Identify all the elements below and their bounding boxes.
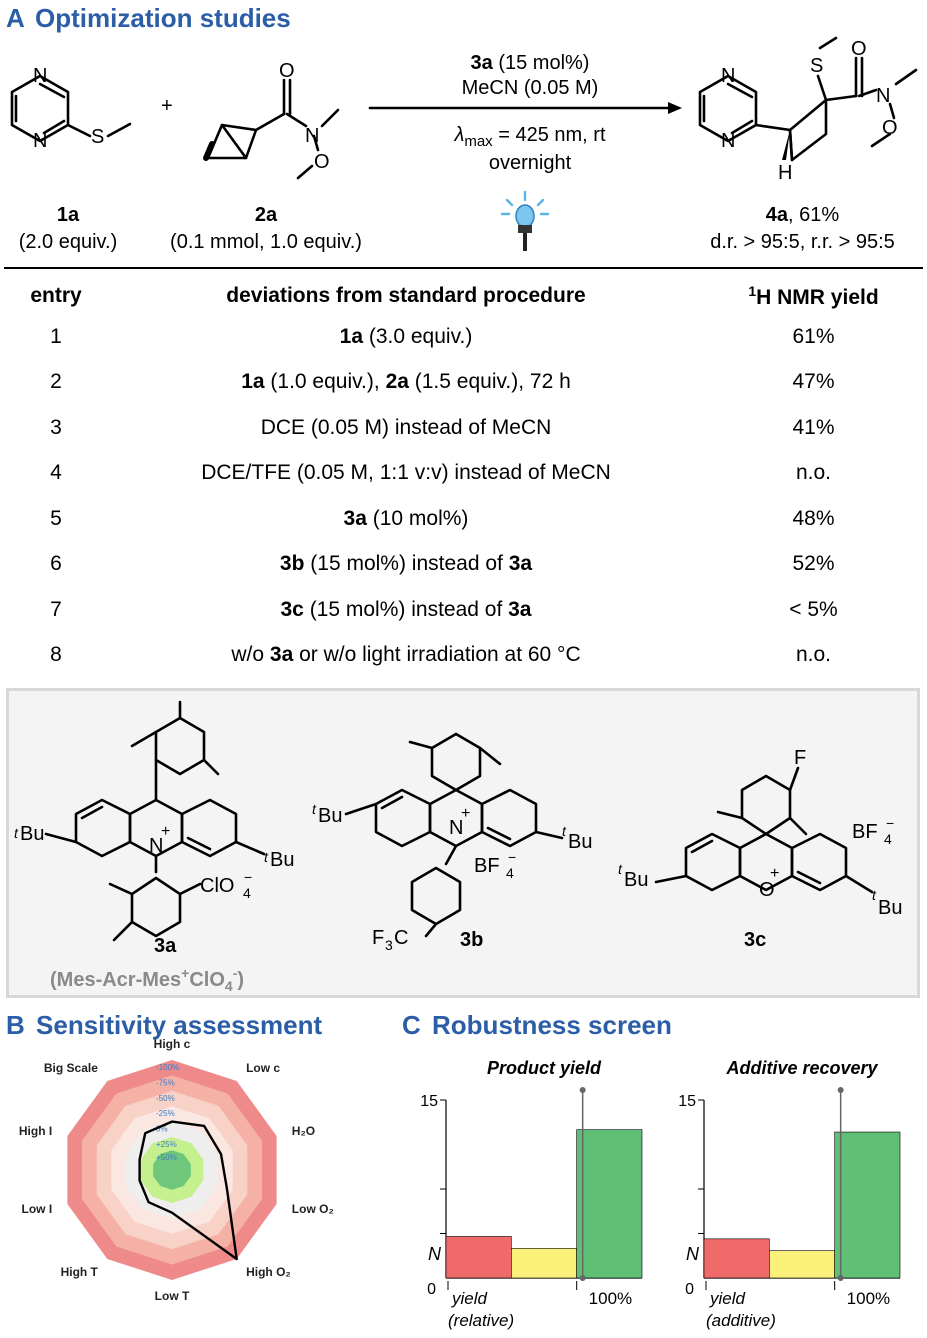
cat3c-tbu2-t: t — [872, 887, 876, 903]
cond-catalyst-loading: (15 mol%) — [498, 52, 590, 74]
x-right-label: 100% — [846, 1289, 891, 1308]
label-2a — [146, 204, 386, 254]
atom-h-4a: H — [778, 162, 793, 184]
label-4a-selectivity: d.r. > 95:5, r.r. > 95:5 — [710, 231, 895, 253]
y-tick-label: 15 — [678, 1093, 696, 1110]
label-1a — [0, 204, 136, 254]
radar-axis-label: Big Scale — [43, 1061, 98, 1076]
table-row — [0, 542, 927, 588]
compound-id: 3b — [279, 552, 305, 576]
table-row — [0, 451, 927, 497]
cat3b-counterion-sup: − — [508, 849, 517, 865]
cat3a-tbu1-t: t — [14, 825, 18, 841]
deviation-text: DCE (0.05 M) instead of MeCN — [260, 415, 552, 439]
atom-o-2a: O — [279, 60, 295, 82]
robustness-chart-title: Product yield — [486, 1058, 602, 1078]
cat3b-counterion: BF — [474, 855, 500, 877]
cell-deviation — [112, 587, 700, 633]
cell-deviation — [112, 360, 700, 406]
x-axis-label: yield — [452, 1289, 487, 1308]
sensitivity-radar-chart — [0, 1037, 380, 1338]
cell-deviation — [112, 314, 700, 360]
cell-deviation — [112, 405, 700, 451]
cat3a-plus: + — [161, 823, 171, 840]
y-zero-label: 0 — [427, 1281, 436, 1298]
radar-ring-label: +50% — [156, 1153, 177, 1163]
optimization-table — [0, 278, 927, 678]
panel-b-letter: B — [6, 1010, 25, 1040]
y-axis-label: N — [686, 1244, 699, 1265]
compound-id: 3c — [280, 597, 304, 621]
cat3a-counterion-sub: 4 — [243, 885, 251, 901]
label-4a — [680, 204, 925, 254]
table-row — [0, 633, 927, 679]
atom-n-2a: N — [305, 125, 320, 147]
header-yield-text: H NMR yield — [756, 285, 879, 309]
compound-id: 3a — [269, 643, 294, 667]
y-zero-label: 0 — [685, 1281, 694, 1298]
conditions-above-arrow — [380, 52, 680, 100]
cell-yield: < 5% — [789, 597, 838, 621]
label-2a-amount: (0.1 mmol, 1.0 equiv.) — [170, 231, 362, 253]
table-row — [0, 587, 927, 633]
atom-n-1a-top: N — [33, 65, 48, 87]
cat3c-f: F — [794, 747, 807, 769]
compound-id: 3a — [343, 506, 367, 530]
cat3c-id: 3c — [744, 929, 767, 951]
radar-ring-label: 0% — [156, 1124, 168, 1134]
robustness-chart-1 — [420, 1058, 642, 1330]
header-deviation: deviations from standard procedure — [226, 284, 586, 307]
radar-axis-label: High T — [60, 1264, 98, 1279]
table-body — [0, 314, 927, 678]
label-2a-id: 2a — [254, 204, 278, 226]
blue-led-icon — [502, 192, 548, 251]
cat3c-counterion: BF — [852, 821, 878, 843]
structure-3c — [656, 768, 872, 892]
table-row — [0, 360, 927, 406]
cond-lambda-sub: max — [464, 133, 493, 150]
atom-s-4a: S — [810, 55, 824, 77]
cat3b-tbu1-t: t — [312, 801, 316, 817]
cat3b-tbu2: Bu — [568, 831, 593, 853]
cat3c-tbu2: Bu — [878, 897, 903, 919]
panel-a-letter: A — [6, 3, 24, 33]
robustness-charts — [400, 1050, 920, 1338]
atom-o2-2a: O — [314, 151, 330, 173]
radar-ring-label: +25% — [156, 1140, 177, 1149]
label-1a-id: 1a — [56, 204, 80, 226]
compound-id: 3a — [508, 597, 532, 621]
cat3a-tbu1: Bu — [20, 823, 45, 845]
atom-n-4a-top: N — [721, 65, 736, 87]
cell-entry: 1 — [50, 324, 62, 348]
compound-id: 1a — [241, 370, 265, 394]
header-entry: entry — [30, 284, 82, 307]
cat3c-counterion-sub: 4 — [884, 831, 892, 847]
radar-axis-label: H₂O — [291, 1124, 316, 1139]
panel-c-title: Robustness screen — [432, 1010, 672, 1040]
cat3a-caption: (Mes-Acr-Mes+ClO$_4$-) — [50, 965, 245, 994]
radar-axis-label: Low T — [154, 1289, 190, 1303]
cat3a-counterion: ClO — [200, 875, 235, 897]
radar-axis-label: Low O₂ — [291, 1201, 334, 1216]
threshold-marker — [838, 1087, 844, 1093]
radar-axis-label: High c — [153, 1037, 191, 1051]
y-axis-label: N — [428, 1244, 441, 1265]
cat3b-tbu2-t: t — [562, 823, 566, 839]
table-header-row — [0, 278, 927, 314]
cell-deviation — [112, 451, 700, 497]
deviation-text: (10 mol%) — [366, 506, 469, 530]
cell-deviation — [112, 542, 700, 588]
atom-o2-4a: O — [882, 117, 898, 139]
cat3a-tbu2: Bu — [270, 849, 295, 871]
robustness-bar — [704, 1239, 769, 1278]
cell-entry: 7 — [50, 597, 62, 621]
cell-yield: 41% — [792, 415, 835, 439]
robustness-bar — [511, 1248, 576, 1278]
radar-axis-label: Low I — [21, 1201, 53, 1216]
cond-time: overnight — [488, 152, 572, 174]
panel-a-title: Optimization studies — [35, 3, 291, 33]
deviation-text: DCE/TFE (0.05 M, 1:1 v:v) instead of MeCN — [201, 461, 611, 485]
atom-n-4a: N — [876, 85, 891, 107]
x-axis-label: yield — [710, 1289, 745, 1308]
deviation-text: (1.0 equiv.), — [264, 370, 386, 394]
robustness-bar — [835, 1132, 900, 1278]
cat3b-n: N — [449, 817, 464, 839]
compound-id: 2a — [385, 370, 409, 394]
cat3c-tbu1: Bu — [624, 869, 649, 891]
robustness-bar — [769, 1251, 834, 1278]
label-1a-amount: (2.0 equiv.) — [18, 231, 118, 253]
cat3b-cf3-sub: 3 — [385, 937, 393, 953]
cat3b-counterion-sub: 4 — [506, 865, 514, 881]
cat3b-cf3-f: F — [372, 927, 385, 949]
cell-deviation — [112, 496, 700, 542]
cell-entry: 5 — [50, 506, 62, 530]
cat3b-id: 3b — [460, 929, 484, 951]
panel-b-title: Sensitivity assessment — [36, 1010, 323, 1040]
deviation-text: w/o — [231, 643, 270, 667]
cat3a-id: 3a — [154, 935, 177, 957]
header-yield — [700, 278, 927, 314]
structure-1a — [12, 76, 130, 141]
deviation-text: (3.0 equiv.) — [363, 324, 473, 348]
compound-id: 3a — [508, 552, 533, 576]
cell-entry: 8 — [50, 643, 62, 667]
table-row — [0, 496, 927, 542]
cond-light: = 425 nm, rt — [498, 124, 606, 146]
cat3a-n: N — [149, 835, 164, 857]
cat3c-o: O — [759, 879, 775, 901]
atom-o-4a: O — [851, 38, 867, 60]
threshold-marker — [580, 1275, 586, 1281]
cat3b-plus: + — [461, 805, 471, 822]
cat3a-counterion-sup: − — [244, 869, 253, 885]
radar-axis-label: High O₂ — [246, 1264, 291, 1279]
table-row — [0, 314, 927, 360]
cell-entry: 4 — [50, 461, 62, 485]
panel-c-heading — [402, 1010, 672, 1041]
cell-entry: 3 — [50, 415, 62, 439]
cond-catalyst-id: 3a — [470, 52, 493, 74]
x-axis-sublabel: (additive) — [706, 1311, 776, 1330]
panel-c-letter: C — [402, 1010, 421, 1040]
cell-yield: 47% — [792, 370, 835, 394]
cat3c-tbu1-t: t — [618, 861, 622, 877]
header-yield-sup: 1 — [748, 282, 757, 299]
cell-yield: n.o. — [795, 643, 832, 667]
cell-deviation — [112, 633, 700, 679]
robustness-chart-2 — [678, 1058, 900, 1330]
catalyst-structures — [6, 688, 920, 998]
cat3c-counterion-sup: − — [886, 815, 895, 831]
radar-ring-label: -75% — [156, 1078, 175, 1088]
y-tick-label: 15 — [420, 1093, 438, 1110]
radar-ring-label: -100% — [156, 1063, 180, 1072]
label-4a-yield: , 61% — [788, 204, 840, 226]
cat3c-plus: + — [770, 865, 780, 882]
table-top-rule — [4, 267, 923, 269]
table-row — [0, 405, 927, 451]
cat3b-cf3-c: C — [394, 927, 409, 949]
robustness-bar — [446, 1236, 511, 1278]
cell-yield: n.o. — [795, 461, 832, 485]
robustness-chart-title: Additive recovery — [726, 1058, 878, 1078]
cond-lambda: λ — [454, 124, 465, 146]
deviation-text: (1.5 equiv.), 72 h — [408, 370, 571, 394]
cell-entry: 2 — [50, 370, 62, 394]
compound-id: 1a — [339, 324, 364, 348]
cell-yield: 48% — [792, 506, 835, 530]
threshold-marker — [838, 1275, 844, 1281]
cat3b-tbu1: Bu — [318, 805, 343, 827]
deviation-text: (15 mol%) instead of — [304, 552, 509, 576]
structure-3a — [46, 702, 264, 940]
conditions-below-arrow — [380, 124, 680, 175]
label-4a-id: 4a — [765, 204, 789, 226]
threshold-marker — [580, 1087, 586, 1093]
atom-n-4a-bottom: N — [721, 130, 736, 152]
radar-ring-label: -25% — [156, 1109, 175, 1119]
deviation-text: or w/o light irradiation at 60 °C — [293, 643, 581, 667]
radar-axis-label: High I — [18, 1124, 53, 1139]
cell-yield: 52% — [792, 552, 835, 576]
atom-n-1a-bottom: N — [33, 130, 48, 152]
cell-yield: 61% — [792, 324, 835, 348]
x-right-label: 100% — [588, 1289, 633, 1308]
x-axis-sublabel: (relative) — [448, 1311, 515, 1330]
robustness-bar — [577, 1130, 642, 1278]
deviation-text: (15 mol%) instead of — [303, 597, 509, 621]
cell-entry: 6 — [50, 552, 62, 576]
plus-sign: + — [161, 95, 173, 117]
atom-s-1a: S — [91, 126, 105, 148]
radar-axis-label: Low c — [246, 1061, 281, 1076]
radar-ring-label: -50% — [156, 1093, 175, 1103]
cat3a-tbu2-t: t — [264, 849, 268, 865]
cond-solvent: MeCN (0.05 M) — [461, 77, 599, 99]
